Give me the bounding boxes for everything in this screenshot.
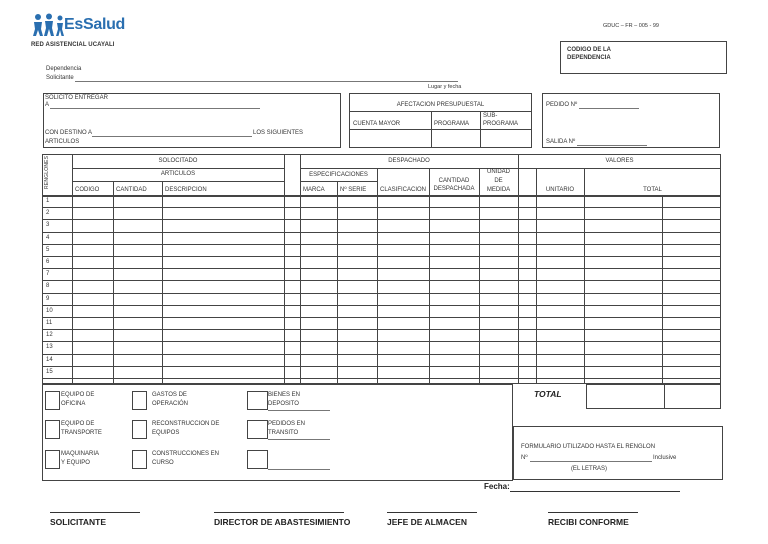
row-number: 14: [46, 356, 53, 363]
subprograma-label-2: PROGRAMA: [483, 121, 519, 127]
maquinaria-checkbox[interactable]: [45, 450, 60, 469]
construcciones-label-1: CONSTRUCCIONES EN: [152, 451, 220, 457]
solicitado-header: SOLOCITADO: [158, 158, 198, 164]
construcciones-label-2: CURSO: [152, 460, 174, 466]
items-table: [42, 154, 721, 384]
formulario-box: [513, 426, 723, 480]
network-name: RED ASISTENCIAL UCAYALI: [31, 42, 115, 48]
solicitante-label: Solicitante: [46, 75, 74, 81]
gastos-operacion-label-2: OPERACIÓN: [152, 401, 189, 407]
place-date-label: Lugar y fecha: [428, 84, 462, 90]
budget-title: AFECTACION PRESUPUESTAL: [396, 102, 485, 108]
cant-desp-header-2: DESPACHADA: [433, 186, 475, 192]
row-number: 6: [46, 259, 50, 265]
total-value-box: [586, 384, 721, 409]
jefe-signature-line: [387, 512, 477, 513]
marca-header: MARCA: [303, 187, 325, 193]
row-number: 4: [46, 234, 50, 241]
row-number: 12: [46, 332, 53, 339]
logo-text: EsSalud: [64, 16, 126, 33]
despachado-header: DESPACHADO: [388, 158, 430, 164]
row-number: 15: [46, 368, 53, 375]
pedidos-transito-checkbox[interactable]: [247, 420, 268, 439]
table-row: [42, 366, 721, 367]
reconstruccion-label-2: EQUIPOS: [152, 430, 180, 436]
pedidos-transito-line: [268, 439, 330, 440]
destino-label: CON DESTINO A: [45, 130, 93, 136]
formulario-line-1: FORMULARIO UTILIZADO HASTA EL RENGLON: [521, 444, 656, 450]
row-number: 1: [46, 198, 50, 204]
row-number: 11: [46, 320, 53, 326]
fecha-label: Fecha:: [484, 482, 510, 491]
gastos-operacion-checkbox[interactable]: [132, 391, 147, 410]
bienes-deposito-checkbox[interactable]: [247, 391, 268, 410]
a-label: A: [45, 102, 50, 108]
formulario-numero-label: Nº: [521, 455, 528, 461]
pedidos-transito-label-1: PEDIDOS EN: [268, 421, 306, 427]
total-header: TOTAL: [643, 187, 662, 193]
valores-header: VALORES: [605, 158, 634, 164]
essalud-people-icon: [32, 13, 66, 37]
table-row: [42, 293, 721, 294]
renglones-label: RENGLONES: [44, 155, 50, 189]
equipo-transporte-checkbox[interactable]: [45, 420, 60, 439]
fecha-line: [510, 491, 680, 492]
solicitante-line: [75, 81, 458, 82]
table-row: [42, 305, 721, 306]
table-row: [42, 219, 721, 220]
articulos-header: ARTICULOS: [160, 171, 196, 177]
row-number: 7: [46, 271, 50, 278]
dependencia-label: Dependencia: [46, 66, 82, 72]
descripcion-header: DESCRIPCION: [165, 187, 207, 193]
dependency-code-box: [560, 41, 727, 74]
solicito-label: SOLICITO ENTREGAR: [45, 95, 108, 101]
cuenta-mayor-label: CUENTA MAYOR: [353, 121, 401, 127]
codigo-header: CODIGO: [75, 187, 100, 193]
maquinaria-label-1: MAQUINARIA: [61, 451, 100, 457]
row-number: 9: [46, 295, 50, 302]
unidad-header-1: UNIDAD: [486, 169, 510, 175]
equipo-transporte-label-2: TRANSPORTE: [61, 430, 102, 436]
order-box: [542, 93, 720, 148]
construcciones-checkbox[interactable]: [132, 450, 147, 469]
table-row: [42, 268, 721, 269]
solicitante-signature-line: [50, 512, 140, 513]
table-row: [42, 232, 721, 233]
siguientes-label: LOS SIGUIENTES: [253, 130, 304, 136]
reconstruccion-checkbox[interactable]: [132, 420, 147, 439]
table-row: [42, 207, 721, 208]
table-row: [42, 244, 721, 245]
destino-line: [92, 136, 252, 137]
unidad-header-3: MEDIDA: [486, 187, 511, 193]
row-number: 5: [46, 246, 50, 253]
form-code: GDUC – FR – 005 - 99: [603, 23, 659, 29]
equipo-oficina-checkbox[interactable]: [45, 391, 60, 410]
pedido-line: [579, 108, 639, 109]
pedidos-transito-label-2: TRANSITO: [268, 430, 299, 436]
reconstruccion-label-1: RECONSTRUCCION DE: [152, 421, 220, 427]
clasificacion-header: CLASIFICACION: [380, 187, 427, 193]
director-signature-line: [214, 512, 344, 513]
maquinaria-label-2: Y EQUIPO: [61, 460, 90, 466]
programa-label: PROGRAMA: [434, 121, 470, 127]
pedido-label: PEDIDO Nº: [546, 102, 578, 108]
table-row: [42, 329, 721, 330]
jefe-signature: JEFE DE ALMACEN: [387, 517, 467, 527]
bienes-deposito-label-1: BIENES EN: [268, 392, 301, 398]
cantidad-header: CANTIDAD: [116, 187, 147, 193]
table-row: [42, 354, 721, 355]
solicitante-signature: SOLICITANTE: [50, 517, 107, 527]
bienes-deposito-line: [268, 410, 330, 411]
formulario-numero-line: [530, 461, 652, 462]
extra-checkbox[interactable]: [247, 450, 268, 469]
table-row: [42, 378, 721, 379]
row-number: 3: [46, 222, 50, 229]
extra-line: [268, 469, 330, 470]
salida-label: SALIDA Nº: [546, 139, 576, 145]
subprograma-label-1: SUB-: [483, 113, 498, 119]
equipo-oficina-label-2: OFICINA: [61, 401, 86, 407]
table-row: [42, 256, 721, 257]
articulos-label: ARTICULOS: [45, 139, 80, 145]
row-number: 2: [46, 210, 50, 217]
salida-line: [577, 145, 647, 146]
nserie-header: Nº SERIE: [340, 187, 367, 193]
bienes-deposito-label-2: DEPOSITO: [268, 401, 299, 407]
row-number: 13: [46, 344, 53, 351]
equipo-transporte-label-1: EQUIPO DE: [61, 421, 95, 427]
budget-box: [349, 93, 532, 148]
request-box: [43, 93, 341, 148]
especificaciones-header: ESPECIFICACIONES: [309, 172, 368, 178]
formulario-inclusive: Inclusive: [653, 455, 677, 461]
table-row: [42, 341, 721, 342]
total-label: TOTAL: [534, 389, 562, 399]
logo: [32, 12, 126, 38]
equipo-oficina-label-1: EQUIPO DE: [61, 392, 95, 398]
recibi-signature: RECIBI CONFORME: [548, 517, 629, 527]
recibi-signature-line: [548, 512, 638, 513]
unitario-header: UNITARIO: [545, 187, 575, 193]
row-number: 8: [46, 283, 50, 290]
a-line: [50, 108, 260, 109]
table-row: [42, 280, 721, 281]
dependency-code-label: CODIGO DE LA DEPENDENCIA: [567, 47, 611, 61]
director-signature: DIRECTOR DE ABASTESIMIENTO: [214, 517, 351, 527]
formulario-letras: (EL LETRAS): [570, 466, 608, 472]
unidad-header-2: DE: [494, 178, 503, 184]
table-row: [42, 317, 721, 318]
gastos-operacion-label-1: GASTOS DE: [152, 392, 187, 398]
cant-desp-header-1: CANTIDAD: [438, 178, 470, 184]
row-number: 10: [46, 307, 53, 314]
